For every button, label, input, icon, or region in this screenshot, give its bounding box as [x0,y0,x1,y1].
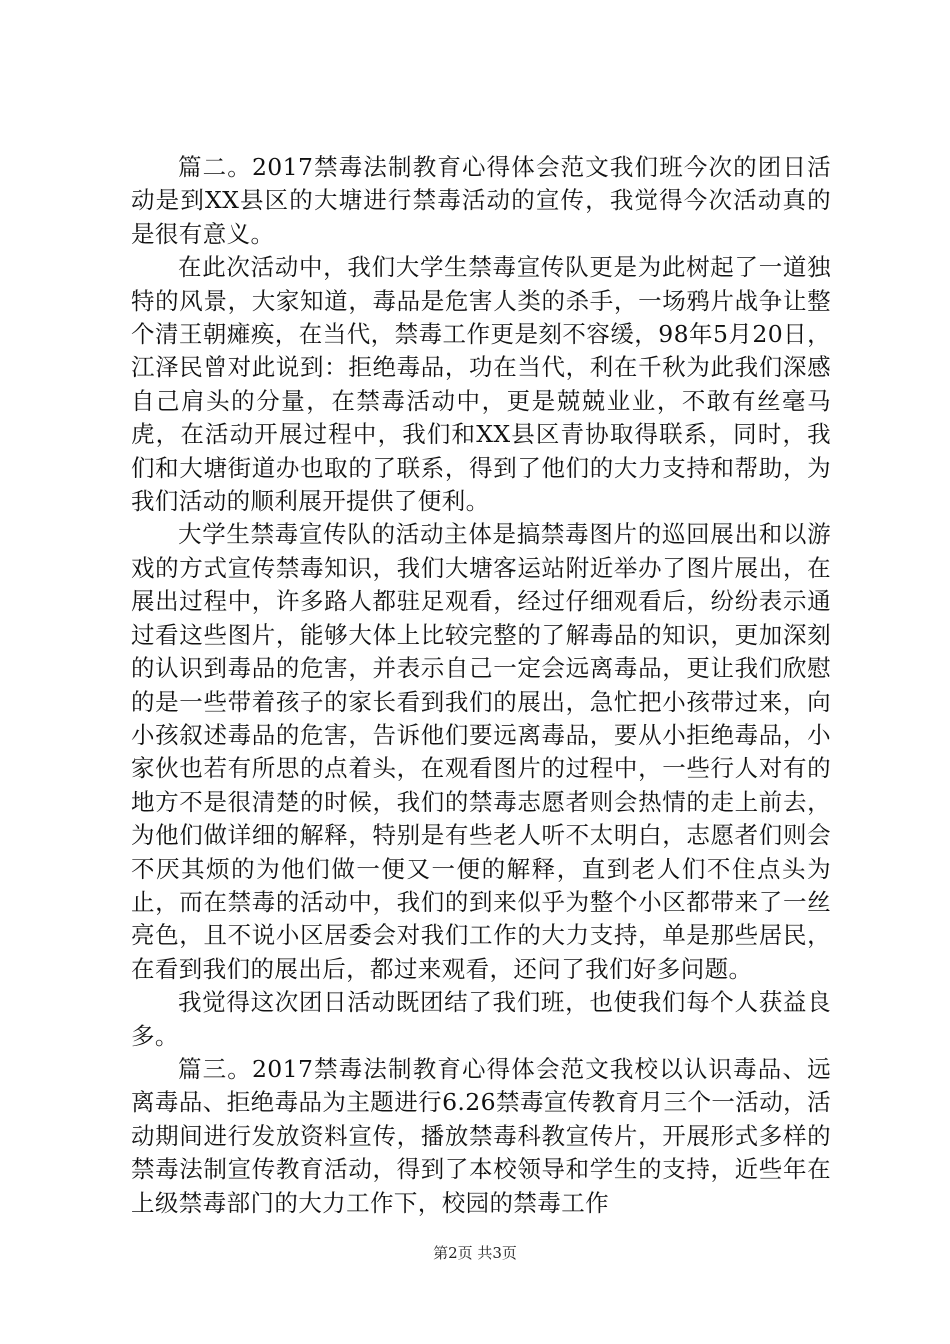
paragraph-4: 我觉得这次团日活动既团结了我们班，也使我们每个人获益良多。 [131,988,831,1050]
paragraph-1: 篇二。2017禁毒法制教育心得体会范文我们班今次的团日活动是到XX县区的大塘进行禁毒活动的宣传，我觉得今次活动真的是很有意义。 [131,153,831,248]
page-number-label: 第2页 共3页 [433,1244,517,1262]
page-footer [0,1243,950,1263]
paragraph-3: 大学生禁毒宣传队的活动主体是搞禁毒图片的巡回展出和以游戏的方式宣传禁毒知识，我们大塘客运站附近举办了图片展出，在展出过程中，许多路人都驻足观看，经过仔细观看后，纷纷表示通过看这些图片，能够大体上比较完整的了解毒品的知识，更加深刻的认识到毒品的危害，并表示自己一定会远离毒品，更让我们欣慰的是一些带着孩子的家长看到我们的展出，急忙把小孩带过来，向小孩叙述毒品的危害，告诉他们要远离毒品，要从小拒绝毒品，小家伙也若有所思的点着头，在观看图片的过程中，一些行人对有的地方不是很清楚的时候，我们的禁毒志愿者则会热情的走上前去，为他们做详细的解释，特别是有些老人听不太明白，志愿者们则会不厌其烦的为他们做一便又一便的解释，直到老人们不住点头为止，而在禁毒的活动中，我们的到来似乎为整个小区都带来了一丝亮色，且不说小区居委会对我们工作的大力支持，单是那些居民，在看到我们的展出后，都过来观看，还问了我们好多问题。 [131,520,831,983]
paragraph-2: 在此次活动中，我们大学生禁毒宣传队更是为此树起了一道独特的风景，大家知道，毒品是危害人类的杀手，一场鸦片战争让整个清王朝瘫痪，在当代，禁毒工作更是刻不容缓，98年5月20日，江泽民曾对此说到：拒绝毒品，功在当代，利在千秋为此我们深感自己肩头的分量，在禁毒活动中，更是兢兢业业，不敢有丝毫马虎，在活动开展过程中，我们和XX县区青协取得联系，同时，我们和大塘街道办也取的了联系，得到了他们的大力支持和帮助，为我们活动的顺利展开提供了便利。 [131,253,831,516]
paragraph-5: 篇三。2017禁毒法制教育心得体会范文我校以认识毒品、远离毒品、拒绝毒品为主题进行6.26禁毒宣传教育月三个一活动，活动期间进行发放资料宣传，播放禁毒科教宣传片，开展形式多样的禁毒法制宣传教育活动，得到了本校领导和学生的支持，近些年在上级禁毒部门的大力工作下，校园的禁毒工作 [131,1054,831,1217]
document-body [131,151,831,1220]
